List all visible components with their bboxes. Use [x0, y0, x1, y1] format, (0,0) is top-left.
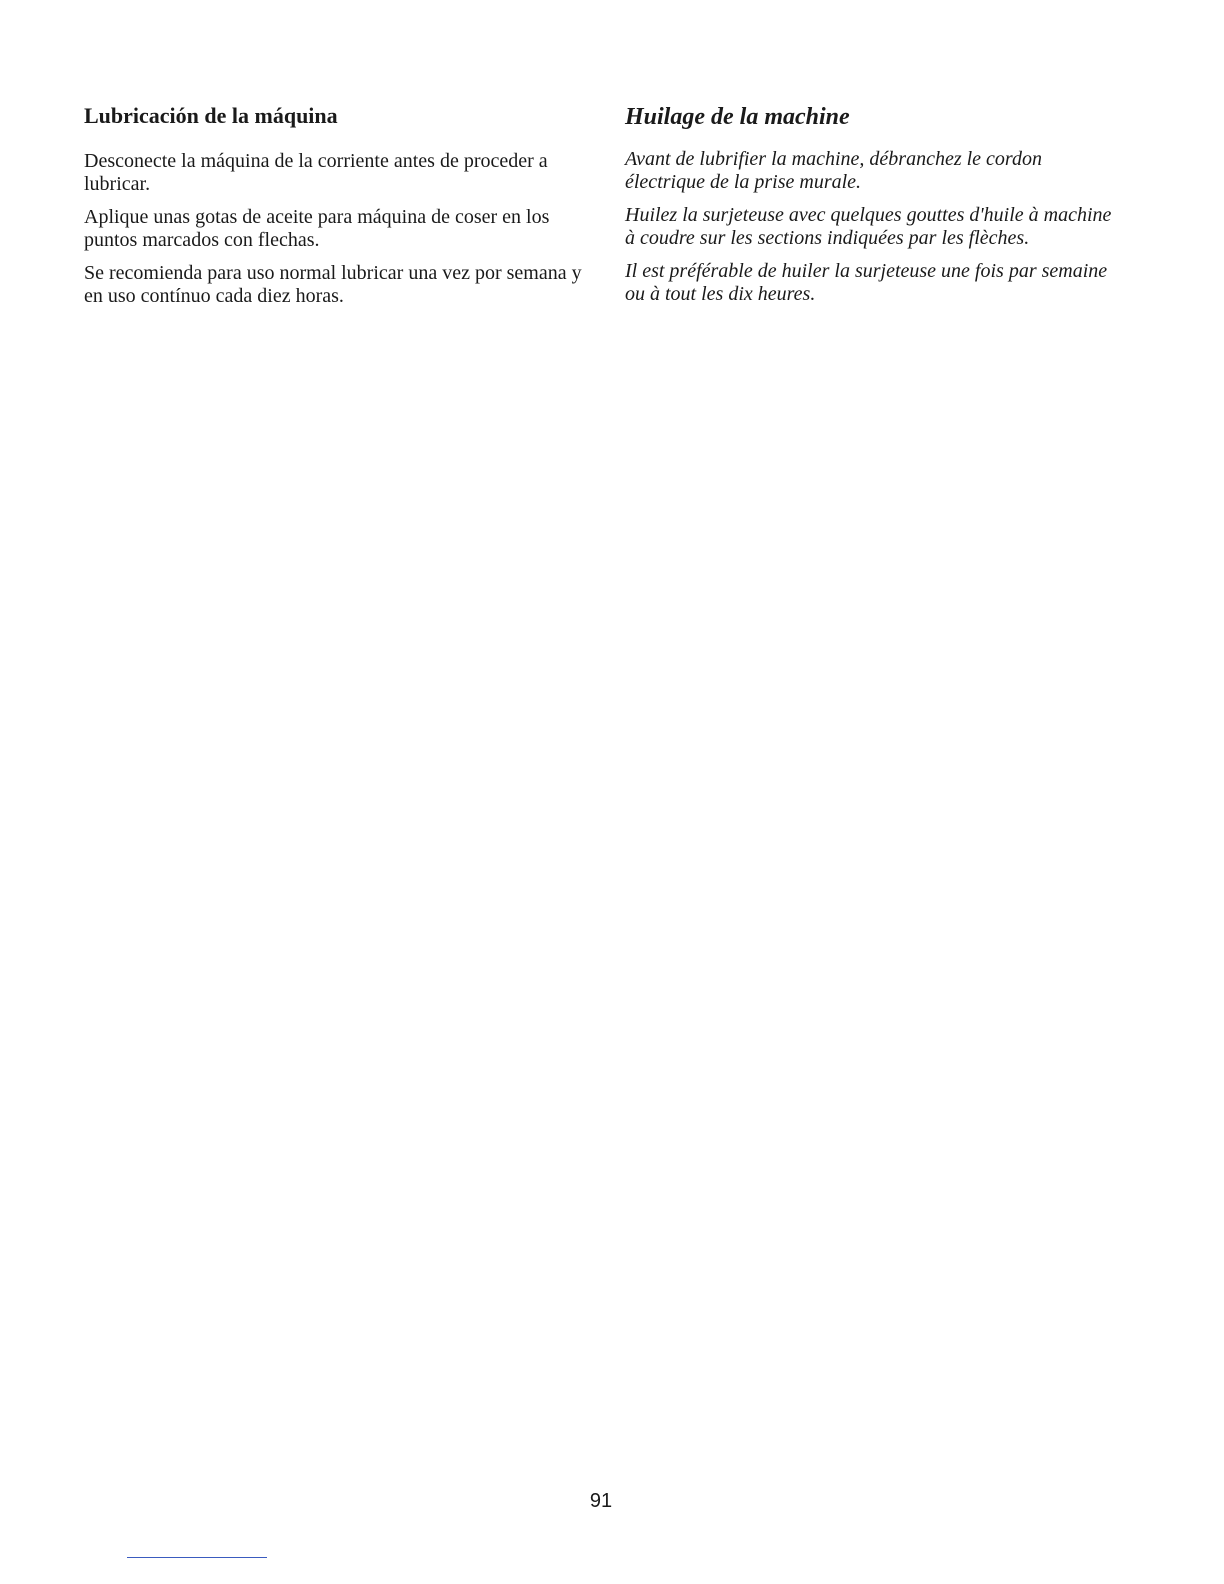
- french-paragraph-3: Il est préférable de huiler la surjeteuse une fois par semaine ou à tout les dix heures.: [625, 260, 1108, 305]
- spanish-heading: Lubricación de la máquina: [84, 103, 338, 128]
- french-heading: Huilage de la machine: [625, 104, 850, 130]
- footer-divider: [127, 1557, 267, 1558]
- page-number: 91: [589, 1490, 613, 1512]
- spanish-paragraph-3: Se recomienda para uso normal lubricar una vez por semana y en uso contínuo cada diez horas.: [84, 262, 582, 307]
- spanish-paragraph-2: Aplique unas gotas de aceite para máquina de coser en los puntos marcados con flechas.: [84, 206, 550, 251]
- french-paragraph-2: Huilez la surjeteuse avec quelques gouttes d'huile à machine à coudre sur les sections indiquées par les flèches.: [625, 204, 1112, 249]
- french-column: [625, 100, 1125, 316]
- spanish-column: [84, 100, 584, 318]
- french-paragraph-1: Avant de lubrifier la machine, débranchez le cordon électrique de la prise murale.: [625, 148, 1042, 193]
- spanish-paragraph-1: Desconecte la máquina de la corriente antes de proceder a lubricar.: [84, 150, 548, 195]
